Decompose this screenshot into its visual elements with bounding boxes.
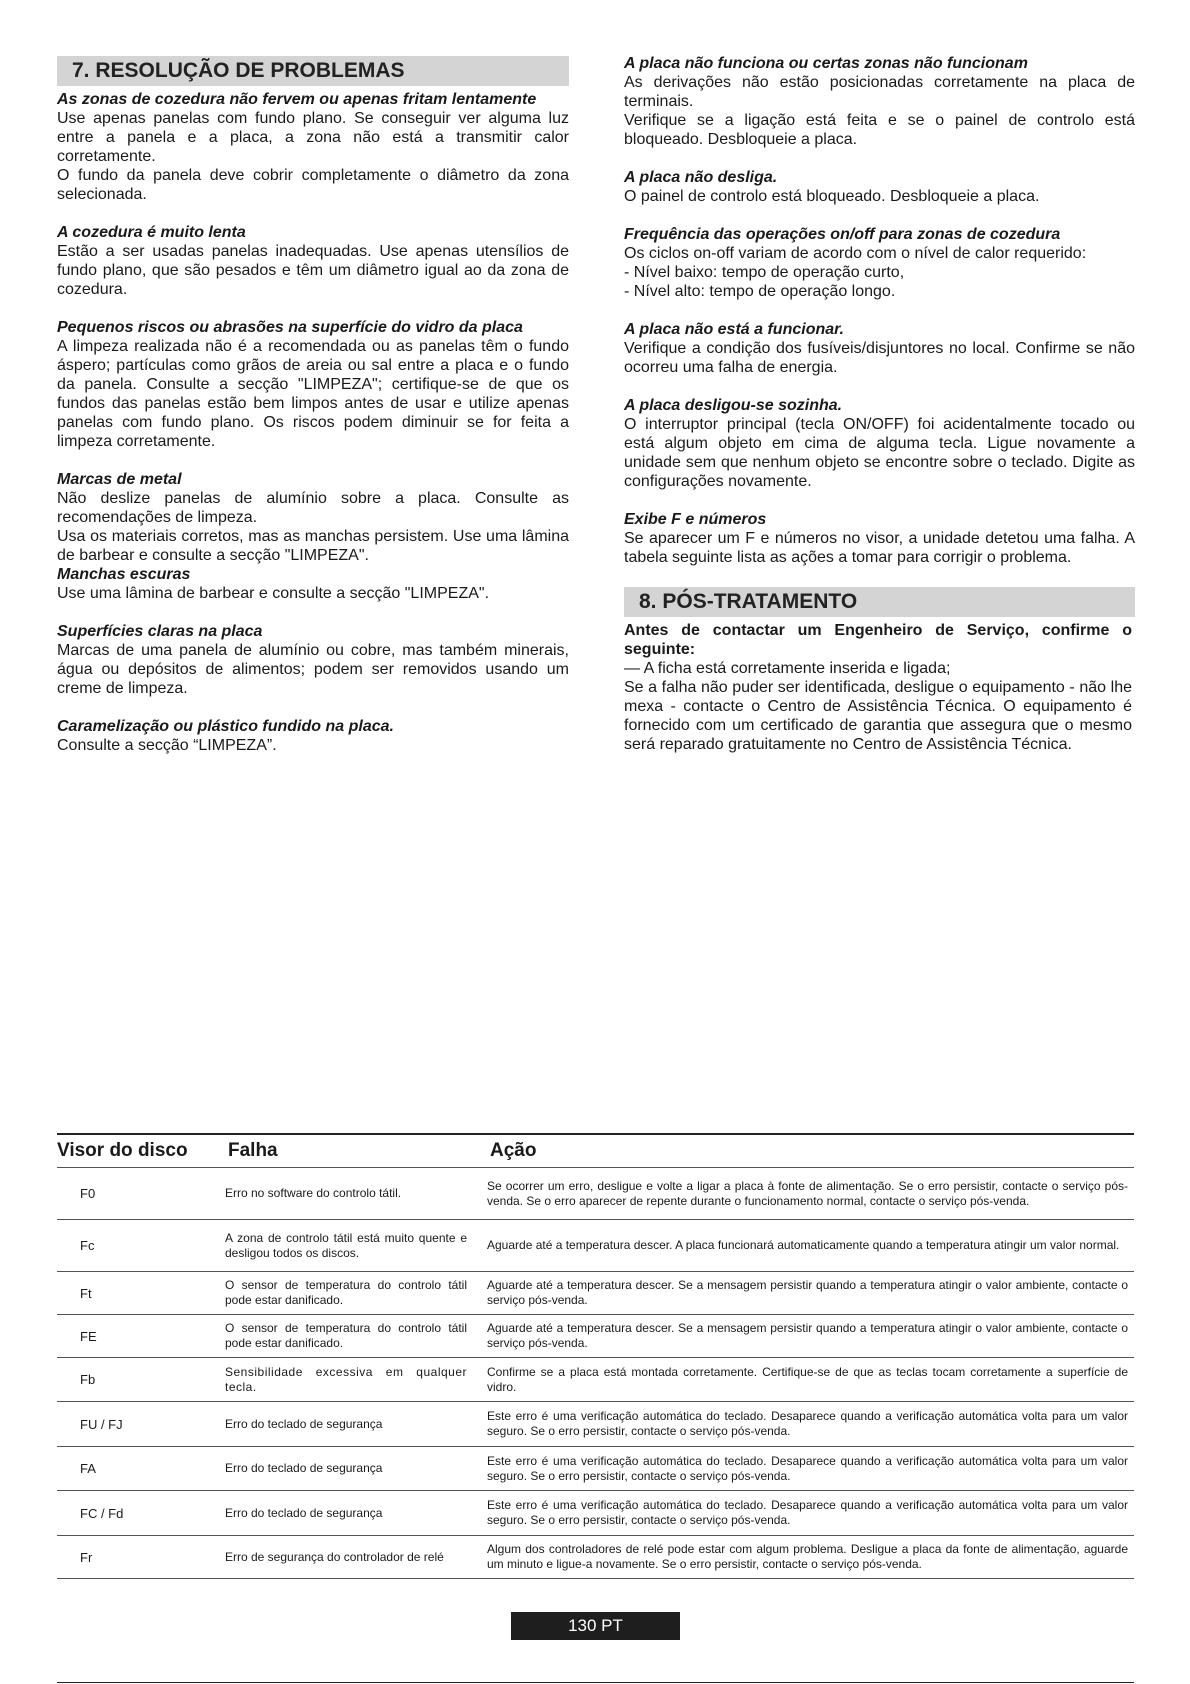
- aftercare-paragraph: Se a falha não puder ser identificada, desligue o equipamento - não lhe mexa - contacte o Centro de Assistência Técnica. O equipamento é fornecido com um certificado de garantia que assegura que o mesmo será reparado gratuitamente no Centro de Assistência Técnica.: [624, 679, 1132, 753]
- problem-block: [57, 90, 569, 204]
- table-header-row: [57, 1134, 1134, 1168]
- table-row: [57, 1491, 1134, 1536]
- table-row: [57, 1272, 1134, 1315]
- problem-title: As zonas de cozedura não fervem ou apenas fritam lentamente: [57, 91, 537, 108]
- error-fault: O sensor de temperatura do controlo tátil pode estar danificado.: [225, 1315, 487, 1358]
- problem-block: [624, 168, 1135, 206]
- problem-text: Consulte a secção “LIMPEZA”.: [57, 737, 277, 754]
- error-action: Confirme se a placa está montada corretamente. Certifique-se de que as teclas tocam corretamente a superfície de vidro.: [487, 1358, 1134, 1402]
- table-row: [57, 1168, 1134, 1220]
- problem-title: A cozedura é muito lenta: [57, 224, 246, 241]
- table-row: [57, 1315, 1134, 1358]
- problem-title: Marcas de metal: [57, 471, 182, 488]
- error-code: Fr: [57, 1536, 225, 1579]
- table-row: [57, 1220, 1134, 1272]
- problem-title: Superfícies claras na placa: [57, 623, 263, 640]
- problem-title: Frequência das operações on/off para zonas de cozedura: [624, 226, 1061, 243]
- problem-text: O fundo da panela deve cobrir completamente o diâmetro da zona selecionada.: [57, 167, 569, 203]
- aftercare-line: — A ficha está corretamente inserida e ligada;: [624, 660, 951, 677]
- problem-title: Manchas escuras: [57, 566, 191, 583]
- problem-block: [57, 223, 569, 299]
- problem-text: A limpeza realizada não é a recomendada ou as panelas têm o fundo áspero; partículas como grãos de areia ou sal entre a placa e o fundo da panela. Consulte a secção "LIMPEZA"; certifique-se de que os fundos das panelas estão bem limpos antes de usar e utilize apenas panelas com fundo plano. Os riscos podem diminuir se for feita a limpeza corretamente.: [57, 338, 569, 450]
- problem-block: [624, 320, 1135, 377]
- error-fault: A zona de controlo tátil está muito quente e desligou todos os discos.: [225, 1220, 487, 1272]
- column-header-fault: Falha: [225, 1134, 487, 1168]
- problem-text: O interruptor principal (tecla ON/OFF) foi acidentalmente tocado ou está algum objeto em cima de alguma tecla. Ligue novamente a unidade sem que nenhum objeto se encontre sobre o teclado. Digite as configurações novamente.: [624, 416, 1135, 490]
- problem-title: Caramelização ou plástico fundido na placa.: [57, 718, 394, 735]
- problem-title: A placa desligou-se sozinha.: [624, 397, 843, 414]
- problem-title: Exibe F e números: [624, 511, 767, 528]
- problem-text: Use uma lâmina de barbear e consulte a secção "LIMPEZA".: [57, 585, 490, 602]
- problem-text: Usa os materiais corretos, mas as manchas persistem. Use uma lâmina de barbear e consulte a secção "LIMPEZA".: [57, 528, 569, 564]
- list-item: - Nível baixo: tempo de operação curto,: [624, 264, 905, 281]
- error-code: FU / FJ: [57, 1402, 225, 1447]
- aftercare-block: [624, 621, 1135, 754]
- error-action: Algum dos controladores de relé pode estar com algum problema. Desligue a placa da fonte de alimentação, aguarde um minuto e ligue-a novamente. Se o erro persistir, contacte o serviço pós-venda.: [487, 1536, 1134, 1579]
- page-number: 130 PT: [511, 1612, 680, 1640]
- problem-text: Os ciclos on-off variam de acordo com o nível de calor requerido:: [624, 245, 1087, 262]
- problem-text: O painel de controlo está bloqueado. Desbloqueie a placa.: [624, 188, 1040, 205]
- problem-block: [57, 565, 569, 603]
- section-heading-aftercare: 8. PÓS-TRATAMENTO: [624, 587, 1135, 617]
- column-header-action: Ação: [487, 1134, 1134, 1168]
- problem-block: [624, 54, 1135, 149]
- error-fault: O sensor de temperatura do controlo tátil pode estar danificado.: [225, 1272, 487, 1315]
- right-column: [624, 54, 1135, 754]
- error-code: FC / Fd: [57, 1491, 225, 1536]
- list-item: - Nível alto: tempo de operação longo.: [624, 283, 896, 300]
- error-code: Fb: [57, 1358, 225, 1402]
- table-row: [57, 1536, 1134, 1579]
- aftercare-intro: Antes de contactar um Engenheiro de Serviço, confirme o seguinte:: [624, 622, 1132, 658]
- error-action: Este erro é uma verificação automática do teclado. Desaparece quando a verificação automática volta para um valor seguro. Se o erro persistir, contacte o serviço pós-venda.: [487, 1402, 1134, 1447]
- error-action: Aguarde até a temperatura descer. Se a mensagem persistir quando a temperatura atingir o valor ambiente, contacte o serviço pós-venda.: [487, 1272, 1134, 1315]
- error-code: Ft: [57, 1272, 225, 1315]
- problem-text: Marcas de uma panela de alumínio ou cobre, mas também minerais, água ou depósitos de alimentos; podem ser removidos usando um creme de limpeza.: [57, 642, 569, 697]
- table-row: [57, 1402, 1134, 1447]
- left-column: [57, 54, 569, 774]
- error-code: FA: [57, 1447, 225, 1491]
- error-code: F0: [57, 1168, 225, 1220]
- problem-text: Verifique se a ligação está feita e se o painel de controlo está bloqueado. Desbloqueie a placa.: [624, 112, 1135, 148]
- problem-block: [57, 622, 569, 698]
- table-row: [57, 1358, 1134, 1402]
- error-code-table: [57, 1133, 1134, 1579]
- error-fault: Erro de segurança do controlador de relé: [225, 1536, 487, 1579]
- error-fault: Erro no software do controlo tátil.: [225, 1168, 487, 1220]
- problem-block: [624, 396, 1135, 491]
- error-action: Aguarde até a temperatura descer. A placa funcionará automaticamente quando a temperatura atingir um valor normal.: [487, 1220, 1134, 1272]
- section-heading-troubleshooting: 7. RESOLUÇÃO DE PROBLEMAS: [57, 56, 569, 86]
- problem-block: [57, 717, 569, 755]
- error-code: FE: [57, 1315, 225, 1358]
- problem-text: Não deslize panelas de alumínio sobre a placa. Consulte as recomendações de limpeza.: [57, 490, 569, 526]
- problem-title: A placa não desliga.: [624, 169, 778, 186]
- column-header-display: Visor do disco: [57, 1134, 225, 1168]
- problem-title: Pequenos riscos ou abrasões na superfície do vidro da placa: [57, 319, 523, 336]
- problem-text: Estão a ser usadas panelas inadequadas. Use apenas utensílios de fundo plano, que são pesados e têm um diâmetro igual ao da zona de cozedura.: [57, 243, 569, 298]
- problem-title: A placa não funciona ou certas zonas não funcionam: [624, 55, 1028, 72]
- error-action: Se ocorrer um erro, desligue e volte a ligar a placa à fonte de alimentação. Se o erro persistir, contacte o serviço pós-venda. Se o erro aparecer de repente durante o funcionamento normal, contacte o serviço pós-venda.: [487, 1168, 1134, 1220]
- error-action: Aguarde até a temperatura descer. Se a mensagem persistir quando a temperatura atingir o valor ambiente, contacte o serviço pós-venda.: [487, 1315, 1134, 1358]
- table-row: [57, 1447, 1134, 1491]
- problem-block: [624, 225, 1135, 301]
- error-code: Fc: [57, 1220, 225, 1272]
- footer-divider: [57, 1682, 1134, 1683]
- problem-text: Use apenas panelas com fundo plano. Se conseguir ver alguma luz entre a panela e a placa, a zona não está a transmitir calor corretamente.: [57, 110, 569, 165]
- error-fault: Erro do teclado de segurança: [225, 1402, 487, 1447]
- problem-text: As derivações não estão posicionadas corretamente na placa de terminais.: [624, 74, 1135, 110]
- problem-text: Verifique a condição dos fusíveis/disjuntores no local. Confirme se não ocorreu uma falha de energia.: [624, 340, 1135, 376]
- error-fault: Erro do teclado de segurança: [225, 1447, 487, 1491]
- error-action: Este erro é uma verificação automática do teclado. Desaparece quando a verificação automática volta para um valor seguro. Se o erro persistir, contacte o serviço pós-venda.: [487, 1447, 1134, 1491]
- problem-title: A placa não está a funcionar.: [624, 321, 844, 338]
- problem-block: [57, 470, 569, 565]
- error-fault: Erro do teclado de segurança: [225, 1491, 487, 1536]
- problem-block: [624, 510, 1135, 567]
- problem-text: Se aparecer um F e números no visor, a unidade detetou uma falha. A tabela seguinte lista as ações a tomar para corrigir o problema.: [624, 530, 1135, 566]
- error-fault: Sensibilidade excessiva em qualquer tecla.: [225, 1358, 487, 1402]
- problem-block: [57, 318, 569, 451]
- error-action: Este erro é uma verificação automática do teclado. Desaparece quando a verificação automática volta para um valor seguro. Se o erro persistir, contacte o serviço pós-venda.: [487, 1491, 1134, 1536]
